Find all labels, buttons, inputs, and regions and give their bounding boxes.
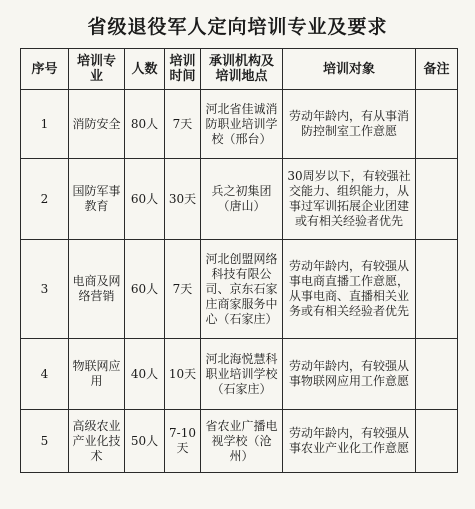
table-row bbox=[21, 240, 458, 339]
header-major: 培训专业 bbox=[69, 49, 125, 90]
cell-target: 劳动年龄内，有从事消防控制室工作意愿 bbox=[283, 90, 416, 159]
cell-count: 60人 bbox=[125, 159, 165, 240]
cell-note bbox=[416, 339, 458, 410]
cell-count: 60人 bbox=[125, 240, 165, 339]
cell-major: 电商及网络营销 bbox=[69, 240, 125, 339]
cell-time: 7-10天 bbox=[165, 410, 201, 473]
cell-org: 河北创盟网络科技有限公司、京东石家庄商家服务中心（石家庄） bbox=[201, 240, 283, 339]
cell-major: 高级农业产业化技术 bbox=[69, 410, 125, 473]
table-row bbox=[21, 410, 458, 473]
header-target: 培训对象 bbox=[283, 49, 416, 90]
cell-major: 消防安全 bbox=[69, 90, 125, 159]
header-no: 序号 bbox=[21, 49, 69, 90]
table-row bbox=[21, 90, 458, 159]
cell-target: 劳动年龄内，有较强从事物联网应用工作意愿 bbox=[283, 339, 416, 410]
cell-note bbox=[416, 240, 458, 339]
cell-note bbox=[416, 410, 458, 473]
document-title: 省级退役军人定向培训专业及要求 bbox=[87, 16, 388, 38]
training-table bbox=[20, 48, 458, 473]
cell-time: 7天 bbox=[165, 240, 201, 339]
cell-no: 3 bbox=[21, 240, 69, 339]
cell-note bbox=[416, 90, 458, 159]
cell-count: 80人 bbox=[125, 90, 165, 159]
cell-no: 1 bbox=[21, 90, 69, 159]
header-note: 备注 bbox=[416, 49, 458, 90]
cell-org: 兵之初集团（唐山） bbox=[201, 159, 283, 240]
cell-no: 4 bbox=[21, 339, 69, 410]
header-row bbox=[21, 49, 458, 90]
cell-major: 物联网应用 bbox=[69, 339, 125, 410]
header-count: 人数 bbox=[125, 49, 165, 90]
cell-count: 40人 bbox=[125, 339, 165, 410]
cell-time: 10天 bbox=[165, 339, 201, 410]
cell-no: 5 bbox=[21, 410, 69, 473]
header-time: 培训时间 bbox=[165, 49, 201, 90]
cell-count: 50人 bbox=[125, 410, 165, 473]
cell-time: 7天 bbox=[165, 90, 201, 159]
cell-org: 河北海悦慧科职业培训学校（石家庄） bbox=[201, 339, 283, 410]
cell-target: 劳动年龄内，有较强从事电商直播工作意愿，从事电商、直播相关业务或有相关经验者优先 bbox=[283, 240, 416, 339]
cell-target: 30周岁以下，有较强社交能力、组织能力，从事过军训拓展企业团建或有相关经验者优先 bbox=[283, 159, 416, 240]
table-row bbox=[21, 159, 458, 240]
cell-org: 河北省佳诚消防职业培训学校（邢台） bbox=[201, 90, 283, 159]
header-org: 承训机构及培训地点 bbox=[201, 49, 283, 90]
cell-no: 2 bbox=[21, 159, 69, 240]
cell-note bbox=[416, 159, 458, 240]
cell-time: 30天 bbox=[165, 159, 201, 240]
table-row bbox=[21, 339, 458, 410]
cell-major: 国防军事教育 bbox=[69, 159, 125, 240]
cell-target: 劳动年龄内，有较强从事农业产业化工作意愿 bbox=[283, 410, 416, 473]
cell-org: 省农业广播电视学校（沧州） bbox=[201, 410, 283, 473]
